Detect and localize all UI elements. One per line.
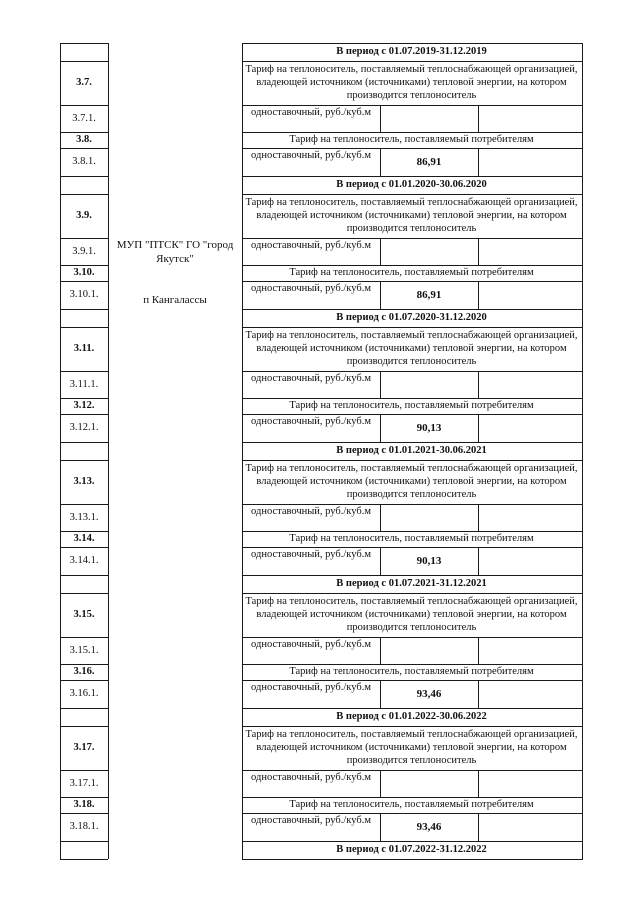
unit-label: одноставочный, руб./куб.м (251, 107, 371, 118)
grid-line (478, 680, 479, 708)
grid-line (242, 43, 582, 44)
grid-line (60, 637, 108, 638)
row-description: Тариф на теплоноситель, поставляемый потребителям (289, 134, 534, 145)
row-number: 3.12. (73, 400, 95, 411)
row-number: 3.18.1. (69, 821, 99, 832)
unit-label: одноставочный, руб./куб.м (251, 772, 371, 783)
grid-line (478, 813, 479, 841)
period-header: В период с 01.07.2021-31.12.2021 (336, 578, 487, 589)
tariff-value: 86,91 (416, 288, 442, 301)
organization-name: МУП "ПТСК" ГО "город Якутск" (116, 239, 234, 265)
row-description: Тариф на теплоноситель, поставляемый потребителям (289, 799, 534, 810)
row-description: Тариф на теплоноситель, поставляемый потребителям (289, 533, 534, 544)
row-description: Тариф на теплоноситель, поставляемый теплоснабжающей организацией, владеющей источником (источниками) тепловой энергии, на котором производится теплоноситель (245, 729, 578, 766)
row-number: 3.9.1. (72, 245, 96, 257)
grid-line (242, 708, 582, 709)
grid-line (60, 708, 108, 709)
grid-line (60, 841, 108, 842)
row-number: 3.9. (76, 210, 92, 221)
organization-location: п Кангалассы (143, 294, 207, 306)
row-number: 3.16. (73, 666, 95, 677)
grid-line (60, 414, 108, 415)
grid-line (60, 770, 108, 771)
grid-line (242, 176, 582, 177)
period-header: В период с 01.01.2021-30.06.2021 (336, 445, 487, 456)
row-number: 3.13. (73, 476, 95, 487)
grid-line (60, 531, 108, 532)
grid-line (478, 770, 479, 797)
unit-label: одноставочный, руб./куб.м (251, 682, 371, 693)
period-header: В период с 01.01.2022-30.06.2022 (336, 711, 487, 722)
grid-line (60, 43, 61, 859)
grid-line (582, 43, 583, 860)
row-number: 3.10. (73, 267, 95, 278)
grid-line (478, 105, 479, 132)
grid-line (242, 593, 582, 594)
grid-line (60, 148, 108, 149)
grid-line (380, 105, 381, 132)
grid-line (60, 194, 108, 195)
row-number: 3.8.1. (72, 156, 96, 167)
unit-label: одноставочный, руб./куб.м (251, 639, 371, 650)
row-number: 3.10.1. (69, 289, 99, 300)
row-description: Тариф на теплоноситель, поставляемый теплоснабжающей организацией, владеющей источником (источниками) тепловой энергии, на котором производится теплоноситель (245, 330, 578, 367)
grid-line (60, 813, 108, 814)
grid-line (60, 859, 108, 860)
grid-line (242, 194, 582, 195)
tariff-value: 86,91 (416, 155, 442, 168)
row-number: 3.12.1. (69, 422, 99, 433)
grid-line (242, 460, 582, 461)
grid-line (478, 371, 479, 398)
grid-line (60, 105, 108, 106)
grid-line (478, 148, 479, 176)
row-number: 3.11. (73, 343, 95, 354)
grid-line (380, 770, 381, 797)
row-number: 3.11.1. (69, 378, 99, 390)
row-number: 3.17. (73, 742, 95, 753)
unit-label: одноставочный, руб./куб.м (251, 240, 371, 251)
grid-line (380, 504, 381, 531)
grid-line (242, 61, 582, 62)
row-description: Тариф на теплоноситель, поставляемый теплоснабжающей организацией, владеющей источником (источниками) тепловой энергии, на котором производится теплоноситель (245, 463, 578, 500)
grid-line (60, 265, 108, 266)
row-description: Тариф на теплоноситель, поставляемый потребителям (289, 267, 534, 278)
row-number: 3.15.1. (69, 644, 99, 656)
grid-line (60, 726, 108, 727)
row-description: Тариф на теплоноситель, поставляемый потребителям (289, 666, 534, 677)
grid-line (478, 281, 479, 309)
grid-line (60, 575, 108, 576)
tariff-value: 90,13 (416, 421, 442, 434)
unit-label: одноставочный, руб./куб.м (251, 506, 371, 517)
row-number: 3.8. (76, 134, 92, 145)
grid-line (242, 841, 582, 842)
row-number: 3.14. (73, 533, 95, 544)
grid-line (60, 238, 108, 239)
grid-line (242, 442, 582, 443)
grid-line (60, 664, 108, 665)
tariff-value: 93,46 (416, 687, 442, 700)
tariff-value: 93,46 (416, 820, 442, 833)
grid-line (60, 309, 108, 310)
grid-line (242, 43, 243, 859)
row-description: Тариф на теплоноситель, поставляемый теплоснабжающей организацией, владеющей источником (источниками) тепловой энергии, на котором производится теплоноситель (245, 64, 578, 101)
grid-line (478, 238, 479, 265)
grid-line (60, 61, 108, 62)
grid-line (60, 327, 108, 328)
unit-label: одноставочный, руб./куб.м (251, 373, 371, 384)
unit-label: одноставочный, руб./куб.м (251, 815, 371, 826)
grid-line (60, 176, 108, 177)
period-header: В период с 01.07.2019-31.12.2019 (336, 46, 487, 57)
grid-line (478, 504, 479, 531)
grid-line (242, 859, 582, 860)
row-number: 3.17.1. (69, 777, 99, 789)
grid-line (60, 398, 108, 399)
grid-line (108, 43, 109, 859)
grid-line (60, 281, 108, 282)
row-number: 3.7. (76, 77, 92, 88)
row-number: 3.14.1. (69, 555, 99, 566)
grid-line (60, 442, 108, 443)
grid-line (60, 593, 108, 594)
grid-line (60, 547, 108, 548)
row-number: 3.13.1. (69, 511, 99, 523)
grid-line (380, 637, 381, 664)
grid-line (60, 504, 108, 505)
grid-line (60, 132, 108, 133)
grid-line (478, 414, 479, 442)
grid-line (380, 371, 381, 398)
grid-line (242, 309, 582, 310)
period-header: В период с 01.01.2020-30.06.2020 (336, 179, 487, 190)
grid-line (242, 327, 582, 328)
unit-label: одноставочный, руб./куб.м (251, 150, 371, 161)
row-number: 3.15. (73, 609, 95, 620)
grid-line (60, 797, 108, 798)
grid-line (478, 547, 479, 575)
unit-label: одноставочный, руб./куб.м (251, 283, 371, 294)
grid-line (60, 43, 108, 44)
grid-line (478, 637, 479, 664)
tariff-value: 90,13 (416, 554, 442, 567)
row-description: Тариф на теплоноситель, поставляемый теплоснабжающей организацией, владеющей источником (источниками) тепловой энергии, на котором производится теплоноситель (245, 596, 578, 633)
grid-line (242, 575, 582, 576)
grid-line (60, 460, 108, 461)
unit-label: одноставочный, руб./куб.м (251, 416, 371, 427)
row-description: Тариф на теплоноситель, поставляемый теплоснабжающей организацией, владеющей источником (источниками) тепловой энергии, на котором производится теплоноситель (245, 197, 578, 234)
grid-line (60, 680, 108, 681)
row-description: Тариф на теплоноситель, поставляемый потребителям (289, 400, 534, 411)
period-header: В период с 01.07.2020-31.12.2020 (336, 312, 487, 323)
grid-line (60, 371, 108, 372)
row-number: 3.18. (73, 799, 95, 810)
row-number: 3.16.1. (69, 688, 99, 699)
grid-line (242, 726, 582, 727)
grid-line (380, 238, 381, 265)
period-header: В период с 01.07.2022-31.12.2022 (336, 844, 487, 855)
row-number: 3.7.1. (72, 112, 96, 124)
unit-label: одноставочный, руб./куб.м (251, 549, 371, 560)
